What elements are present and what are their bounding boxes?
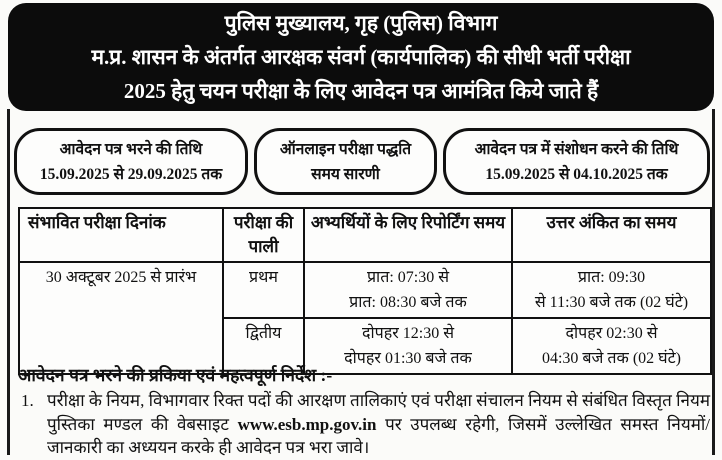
pill-application-dates-value: 15.09.2025 से 29.09.2025 तक: [39, 165, 223, 183]
shift2-answer-line2: 04:30 बजे तक (02 घंटे): [541, 350, 682, 367]
title-line-invitation: 2025 हेतु चयन परीक्षा के लिए आवेदन पत्र आमंत्रित किये जाते हैं: [123, 79, 599, 103]
col-header-reporting-time: अभ्यर्थियों के लिए रिपोर्टिंग समय: [304, 208, 512, 262]
pill-correction-dates-value: 15.09.2025 से 04.10.2025 तक: [485, 165, 668, 183]
shift1-reporting-cell: [304, 262, 512, 318]
title-line-department: पुलिस मुख्यालय, गृह (पुलिस) विभाग: [224, 11, 498, 35]
shift1-reporting-line1: प्रात: 07:30 से: [366, 269, 450, 286]
info-pill-row: [14, 128, 710, 195]
instructions-section: [18, 363, 710, 460]
pill-correction-dates-label: आवेदन पत्र में संशोधन करने की तिथि: [474, 140, 679, 158]
pill-online-exam-mode-value: समय सारणी: [311, 165, 380, 183]
col-header-exam-date: संभावित परीक्षा दिनांक: [19, 208, 223, 262]
shift2-reporting-line2: दोपहर 01:30 बजे तक: [344, 350, 472, 367]
shift2-reporting-line1: दोपहर 12:30 से: [361, 325, 455, 342]
table-row-shift1: [19, 262, 711, 318]
shift1-name-cell: प्रथम: [223, 262, 304, 318]
instruction-text-before: परीक्षा के नियम, विभागवार रिक्त पदों की आरक्षण तालिकाएं एवं परीक्षा संचालन नियम से संबंधित विस्तृत नियम पुस्तिका मण्डल की वेबसाइट: [47, 391, 710, 434]
notice-title-banner: [8, 3, 714, 111]
instruction-text-after: पर उपलब्ध रहेगी, जिसमें उल्लेखित समस्त नियमों/ जानकारी का अध्ययन करके ही आवेदन पत्र भरा जावे।: [47, 414, 710, 457]
esb-website-url: www.esb.mp.gov.in: [237, 414, 377, 434]
pill-application-dates: [14, 128, 248, 195]
page-right-border: [712, 109, 715, 455]
col-header-shift: परीक्षा की पाली: [223, 208, 304, 262]
pill-online-exam-mode-label: ऑनलाइन परीक्षा पद्धति: [279, 140, 412, 158]
page-left-border: [7, 109, 10, 455]
pill-correction-dates: [443, 128, 710, 195]
shift1-answer-cell: [512, 262, 711, 318]
title-line-exam: म.प्र. शासन के अंतर्गत आरक्षक संवर्ग (कार्यपालिक) की सीधी भर्ती परीक्षा: [91, 45, 631, 69]
shift1-answer-line1: प्रात: 09:30: [577, 269, 646, 286]
instruction-number: 1.: [21, 391, 34, 410]
shift1-reporting-line2: प्रात: 08:30 बजे तक: [349, 294, 467, 311]
pill-online-exam-mode: [254, 128, 437, 195]
shift1-answer-line2: से 11:30 बजे तक (02 घंटे): [534, 294, 689, 311]
instruction-item-1: [18, 389, 710, 460]
instructions-heading: आवेदन पत्र भरने की प्रकिया एवं महत्वपूर्ण निर्देश :-: [18, 365, 333, 385]
shift2-name-cell: द्वितीय: [223, 318, 304, 374]
col-header-answer-time: उत्तर अंकित का समय: [512, 208, 711, 262]
pill-application-dates-label: आवेदन पत्र भरने की तिथि: [59, 140, 203, 158]
exam-date-cell: 30 अक्टूबर 2025 से प्रारंभ: [19, 262, 223, 374]
exam-schedule-table: [18, 207, 712, 375]
table-header-row: [19, 208, 711, 262]
instruction-text: [47, 389, 710, 460]
shift2-answer-line1: दोपहर 02:30 से: [565, 325, 658, 342]
